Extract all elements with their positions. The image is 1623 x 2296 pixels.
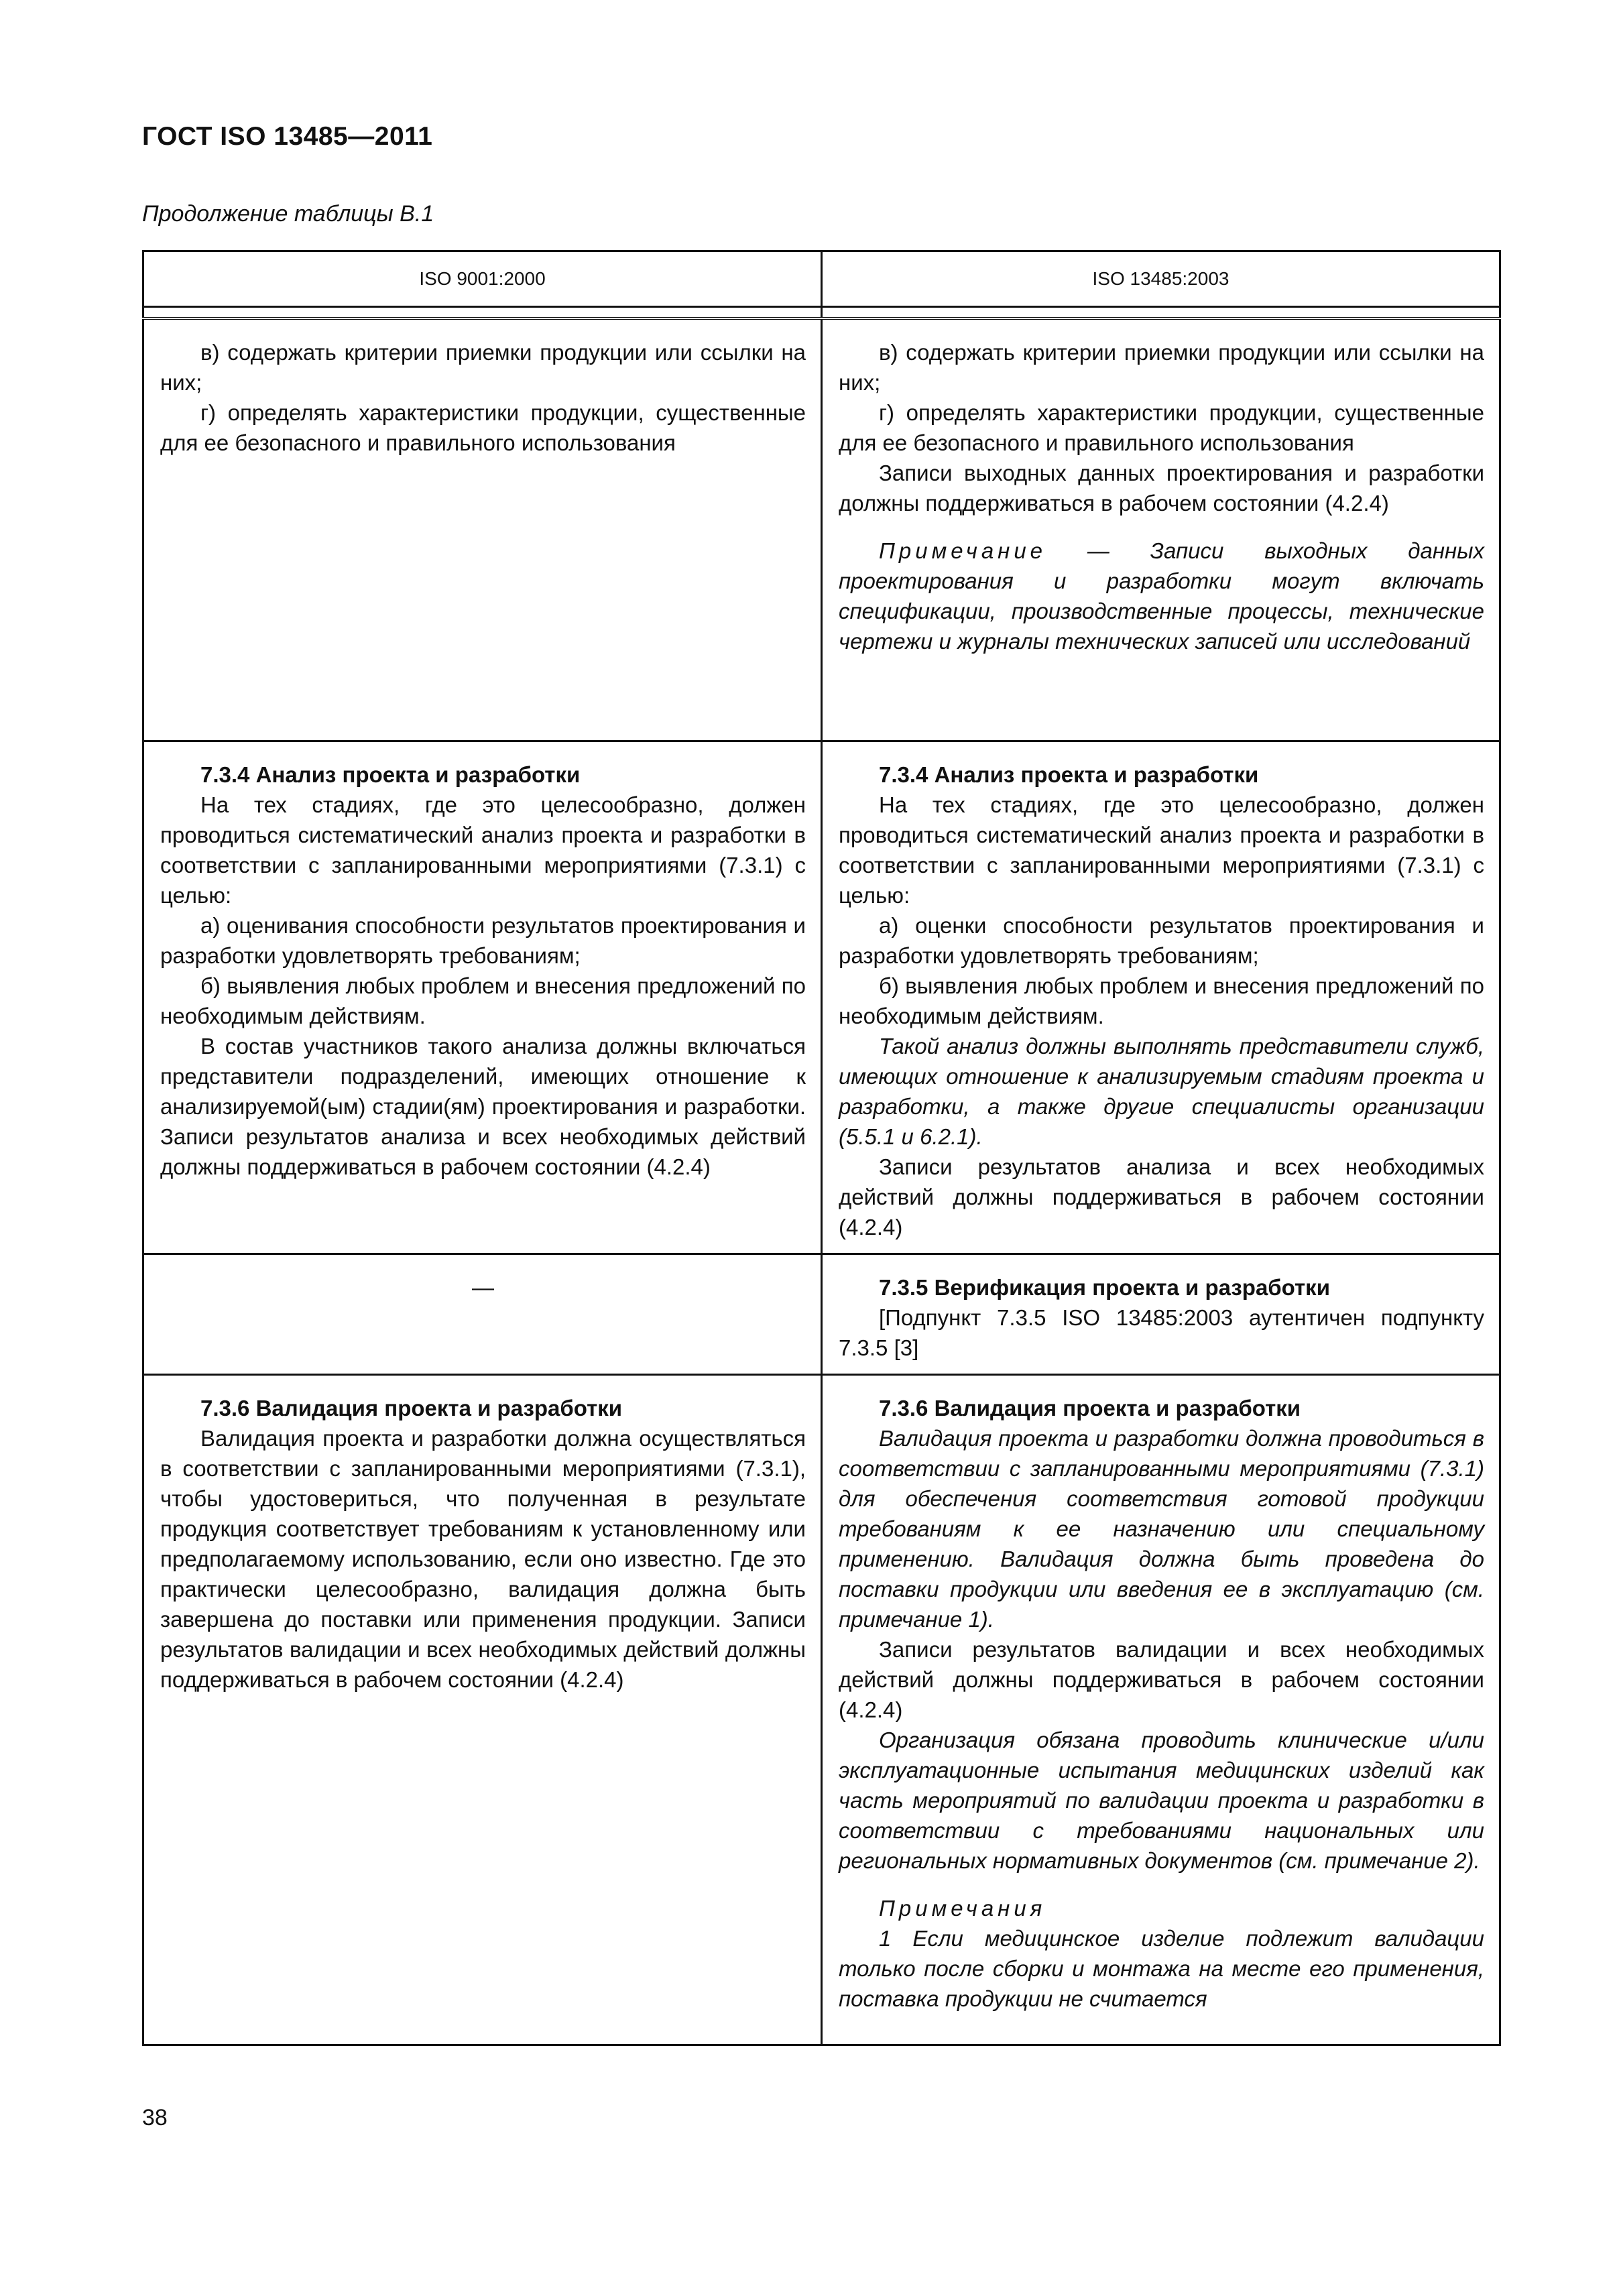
page-number: 38: [142, 2105, 168, 2130]
paragraph: а) оценивания способности результатов проектирования и разработки удовлетворять требованиям;: [160, 913, 806, 968]
column-header-iso9001: ISO 9001:2000: [143, 251, 822, 307]
table-row: [143, 741, 1500, 1254]
empty-dash: —: [472, 1275, 494, 1300]
paragraph: [Подпункт 7.3.5 ISO 13485:2003 аутентичен подпункту 7.3.5 [3]: [839, 1305, 1484, 1360]
table-header-row: [143, 251, 1500, 307]
column-header-iso13485: ISO 13485:2003: [822, 251, 1500, 307]
note-label: Примечание: [879, 538, 1047, 563]
paragraph: г) определять характеристики продукции, существенные для ее безопасного и правильного использования: [160, 400, 806, 455]
table-cell-iso9001: [143, 1254, 822, 1375]
note-text: — Записи выходных данных проектирования и разработки могут включать спецификации, производственные процессы, технические чертежи и журналы технических записей или исследований: [839, 538, 1484, 654]
spacer-cell: [143, 307, 822, 319]
note-paragraph: 1 Если медицинское изделие подлежит валидации только после сборки и монтажа на месте его применения, поставка продукции не считается: [839, 1926, 1484, 2011]
spacer-cell: [822, 307, 1500, 319]
section-heading: 7.3.4 Анализ проекта и разработки: [879, 762, 1259, 787]
table-cell-iso9001: [143, 318, 822, 741]
table-cell-iso13485: [822, 318, 1500, 741]
document-title: ГОСТ ISO 13485—2011: [142, 122, 433, 151]
paragraph: а) оценки способности результатов проектирования и разработки удовлетворять требованиям;: [839, 913, 1484, 968]
table-row: [143, 318, 1500, 741]
paragraph: б) выявления любых проблем и внесения предложений по необходимым действиям.: [839, 973, 1484, 1028]
table-caption: Продолжение таблицы В.1: [142, 201, 434, 227]
paragraph: в) содержать критерии приемки продукции или ссылки на них;: [839, 340, 1484, 395]
section-heading: 7.3.6 Валидация проекта и разработки: [879, 1396, 1301, 1421]
italic-paragraph: Организация обязана проводить клинические и/или эксплуатационные испытания медицинских изделий как часть мероприятий по валидации проекта и разработки в соответствии с требованиями национальных или региональных нормативных документов (см. примечание 2).: [839, 1728, 1484, 1873]
comparison-table: [142, 250, 1501, 2046]
section-heading: 7.3.6 Валидация проекта и разработки: [200, 1396, 623, 1421]
paragraph: Записи результатов анализа и всех необходимых действий должны поддерживаться в рабочем состоянии (4.2.4): [839, 1154, 1484, 1240]
paragraph: На тех стадиях, где это целесообразно, должен проводиться систематический анализ проекта и разработки в соответствии с запланированными мероприятиями (7.3.1) с целью:: [839, 792, 1484, 908]
section-heading: 7.3.4 Анализ проекта и разработки: [200, 762, 581, 787]
header-spacer-row: [143, 307, 1500, 319]
italic-paragraph: Такой анализ должны выполнять представители служб, имеющих отношение к анализируемым стадиям проекта и разработки, а также другие специалисты организации (5.5.1 и 6.2.1).: [839, 1034, 1484, 1149]
paragraph: г) определять характеристики продукции, существенные для ее безопасного и правильного использования: [839, 400, 1484, 455]
paragraph: Валидация проекта и разработки должна осуществляться в соответствии с запланированными мероприятиями (7.3.1), чтобы удостовериться, что полученная в результате продукция соответствует требованиям к установленному или предполагаемому использованию, если оно известно. Где это практически целесообразно, валидация должна быть завершена до поставки или применения продукции. Записи результатов валидации и всех необходимых действий должны поддерживаться в рабочем состоянии (4.2.4): [160, 1426, 806, 1692]
paragraph: На тех стадиях, где это целесообразно, должен проводиться систематический анализ проекта и разработки в соответствии с запланированными мероприятиями (7.3.1) с целью:: [160, 792, 806, 908]
notes-heading: Примечания: [879, 1896, 1046, 1921]
table-cell-iso13485: [822, 1375, 1500, 2045]
paragraph: В состав участников такого анализа должны включаться представители подразделений, имеющих отношение к анализируемой(ым) стадии(ям) проектирования и разработки. Записи результатов анализа и всех необходимых действий должны поддерживаться в рабочем состоянии (4.2.4): [160, 1034, 806, 1179]
table-cell-iso13485: [822, 1254, 1500, 1375]
italic-paragraph: Валидация проекта и разработки должна проводиться в соответствии с запланированными мероприятиями (7.3.1) для обеспечения соответствия готовой продукции требованиям к ее назначению или специальному применению. Валидация должна быть проведена до поставки продукции или введения ее в эксплуатацию (см. примечание 1).: [839, 1426, 1484, 1632]
paragraph: б) выявления любых проблем и внесения предложений по необходимым действиям.: [160, 973, 806, 1028]
table-row: [143, 1254, 1500, 1375]
paragraph: в) содержать критерии приемки продукции или ссылки на них;: [160, 340, 806, 395]
table-row: [143, 1375, 1500, 2045]
table-cell-iso9001: [143, 741, 822, 1254]
paragraph: Записи результатов валидации и всех необходимых действий должны поддерживаться в рабочем состоянии (4.2.4): [839, 1637, 1484, 1722]
table-cell-iso13485: [822, 741, 1500, 1254]
section-heading: 7.3.5 Верификация проекта и разработки: [879, 1275, 1330, 1300]
note-paragraph: [839, 536, 1484, 656]
paragraph: Записи выходных данных проектирования и разработки должны поддерживаться в рабочем состоянии (4.2.4): [839, 461, 1484, 516]
table-cell-iso9001: [143, 1375, 822, 2045]
